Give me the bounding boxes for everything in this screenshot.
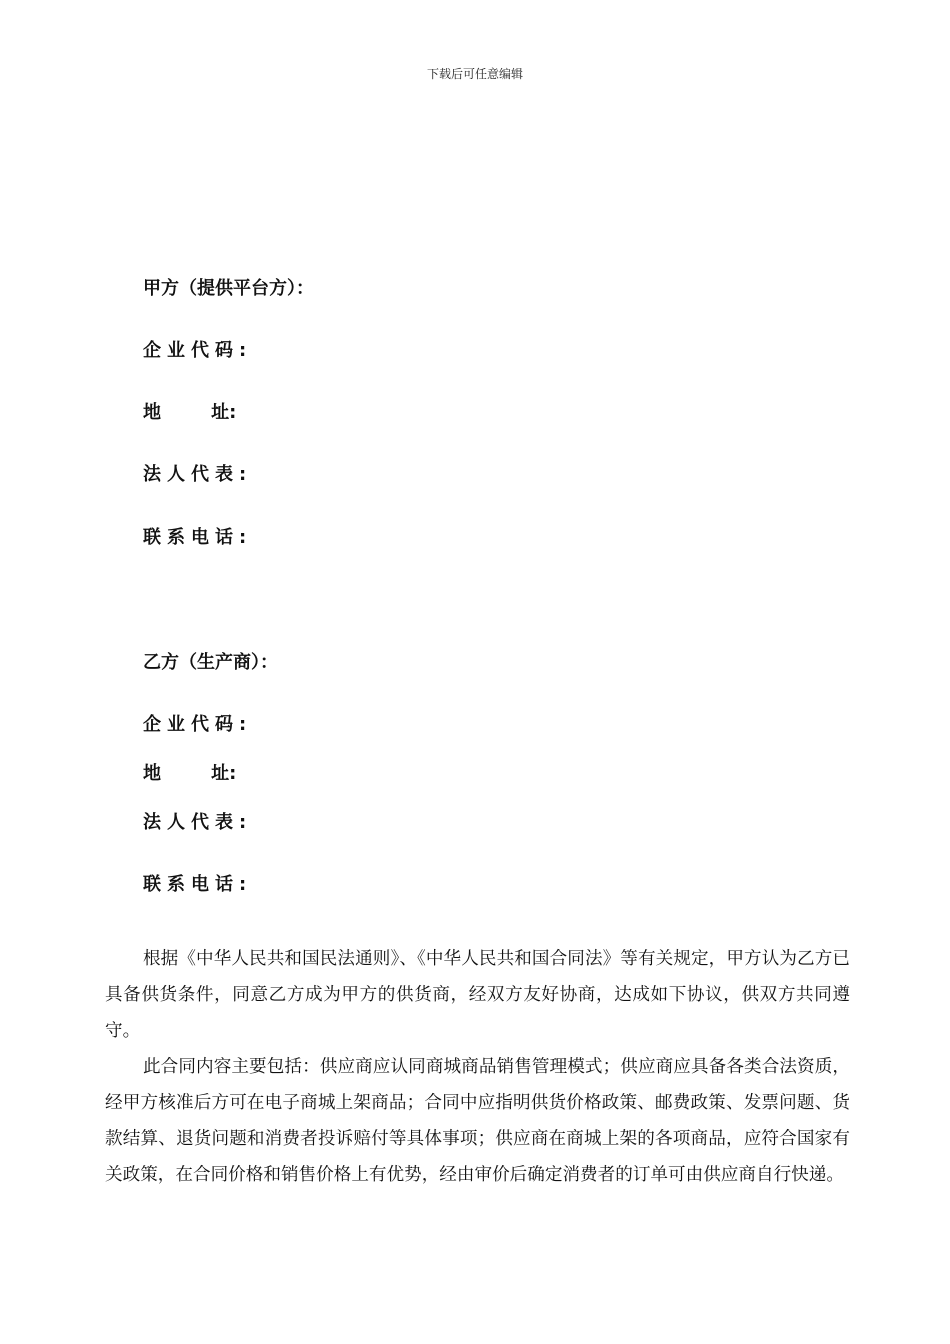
party-b-title: 乙方（生产商）： (143, 652, 278, 673)
party-a-title: 甲方（提供平台方）： (143, 278, 314, 299)
party-a-code-label: 企业代码: (143, 340, 253, 361)
body-paragraph-1: 根据《中华人民共和国民法通则》、《中华人民共和国合同法》等有关规定，甲方认为乙方已具备供货条件，同意乙方成为甲方的供货商，经双方友好协商，达成如下协议，供双方共同遵守。 (105, 949, 850, 1041)
party-b-phone-label: 联系电话: (143, 874, 253, 895)
party-b-legal-rep-label: 法人代表: (143, 812, 253, 833)
party-a-legal-rep-label: 法人代表: (143, 464, 253, 485)
party-b-address-label: 地 址: (143, 763, 237, 784)
party-a-phone-label: 联系电话: (143, 527, 253, 548)
body-paragraph-2: 此合同内容主要包括：供应商应认同商城商品销售管理模式；供应商应具备各类合法资质，经甲方核准后方可在电子商城上架商品；合同中应指明供货价格政策、邮费政策、发票问题、货款结算、退货问题和消费者投诉赔付等具体事项；供应商在商城上架的各项商品，应符合国家有关政策，在合同价格和销售价格上有优势，经由审价后确定消费者的订单可由供应商自行快递。 (105, 1057, 850, 1185)
party-a-address-label: 地 址: (143, 402, 237, 423)
party-b-code-label: 企业代码: (143, 714, 253, 735)
page-header-note: 下载后可任意编辑 (426, 67, 523, 81)
